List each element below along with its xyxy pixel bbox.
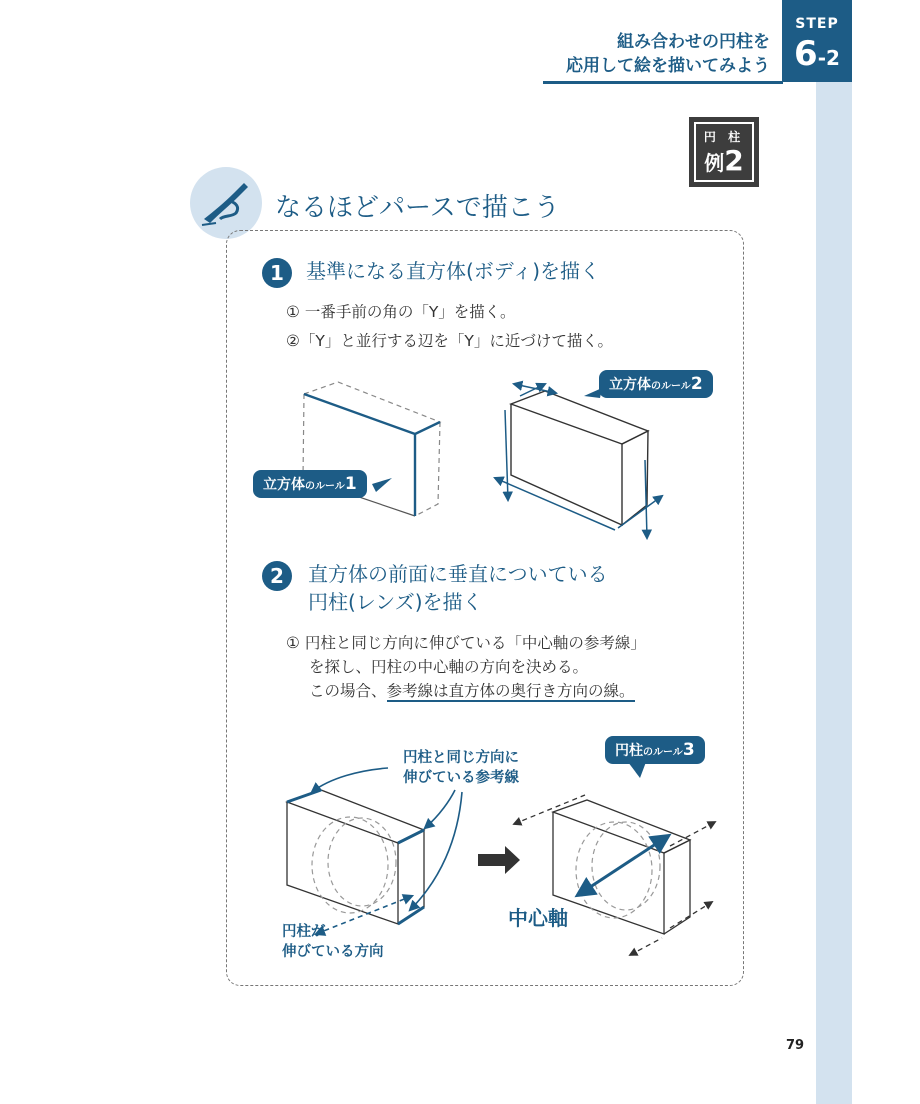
- step2-line1: ① 円柱と同じ方向に伸びている「中心軸の参考線」: [286, 634, 646, 652]
- direction-label-1: 円柱が: [282, 924, 326, 940]
- step-number: 6-2: [794, 34, 840, 74]
- section-title: なるほどパースで描こう: [275, 193, 560, 223]
- badge-example-number: 例2: [704, 144, 744, 177]
- step1-line1: ① 一番手前の角の「Y」を描く。: [286, 303, 516, 321]
- header-title-line2: 応用して絵を描いてみよう: [566, 56, 770, 76]
- badge-category: 円 柱: [703, 130, 745, 144]
- box3-illustration: [287, 768, 462, 934]
- step2-line3: この場合、参考線は直方体の奥行き方向の線。: [309, 682, 635, 700]
- step2-line2: を探し、円柱の中心軸の方向を決める。: [309, 658, 589, 676]
- right-arrow-icon: [478, 846, 520, 874]
- step2-title-line2: 円柱(レンズ)を描く: [308, 590, 483, 614]
- ref-line-label-2: 伸びている参考線: [403, 770, 519, 786]
- step-label: STEP: [795, 16, 839, 32]
- rule3-tag: 円柱のルール3: [605, 736, 705, 764]
- rule2-tag: 立方体のルール2: [599, 370, 713, 398]
- step-number-2: 2: [262, 561, 292, 591]
- box4-illustration: [514, 795, 715, 955]
- page-number: 79: [786, 1038, 805, 1053]
- center-axis-label: 中心軸: [508, 906, 568, 930]
- direction-label-2: 伸びている方向: [282, 944, 384, 960]
- box2-illustration: [495, 384, 662, 538]
- rule1-tag: 立方体のルール1: [253, 470, 367, 498]
- step1-title: 基準になる直方体(ボディ)を描く: [306, 259, 601, 283]
- ref-line-label-1: 円柱と同じ方向に: [403, 750, 519, 766]
- header-title-line1: 組み合わせの円柱を: [617, 32, 770, 52]
- step2-title-line1: 直方体の前面に垂直についている: [308, 562, 608, 586]
- step-number-1: 1: [262, 258, 292, 288]
- step2-underlined-note: 参考線は直方体の奥行き方向の線。: [386, 682, 635, 700]
- step1-line2: ②「Y」と並行する辺を「Y」に近づけて描く。: [286, 332, 614, 350]
